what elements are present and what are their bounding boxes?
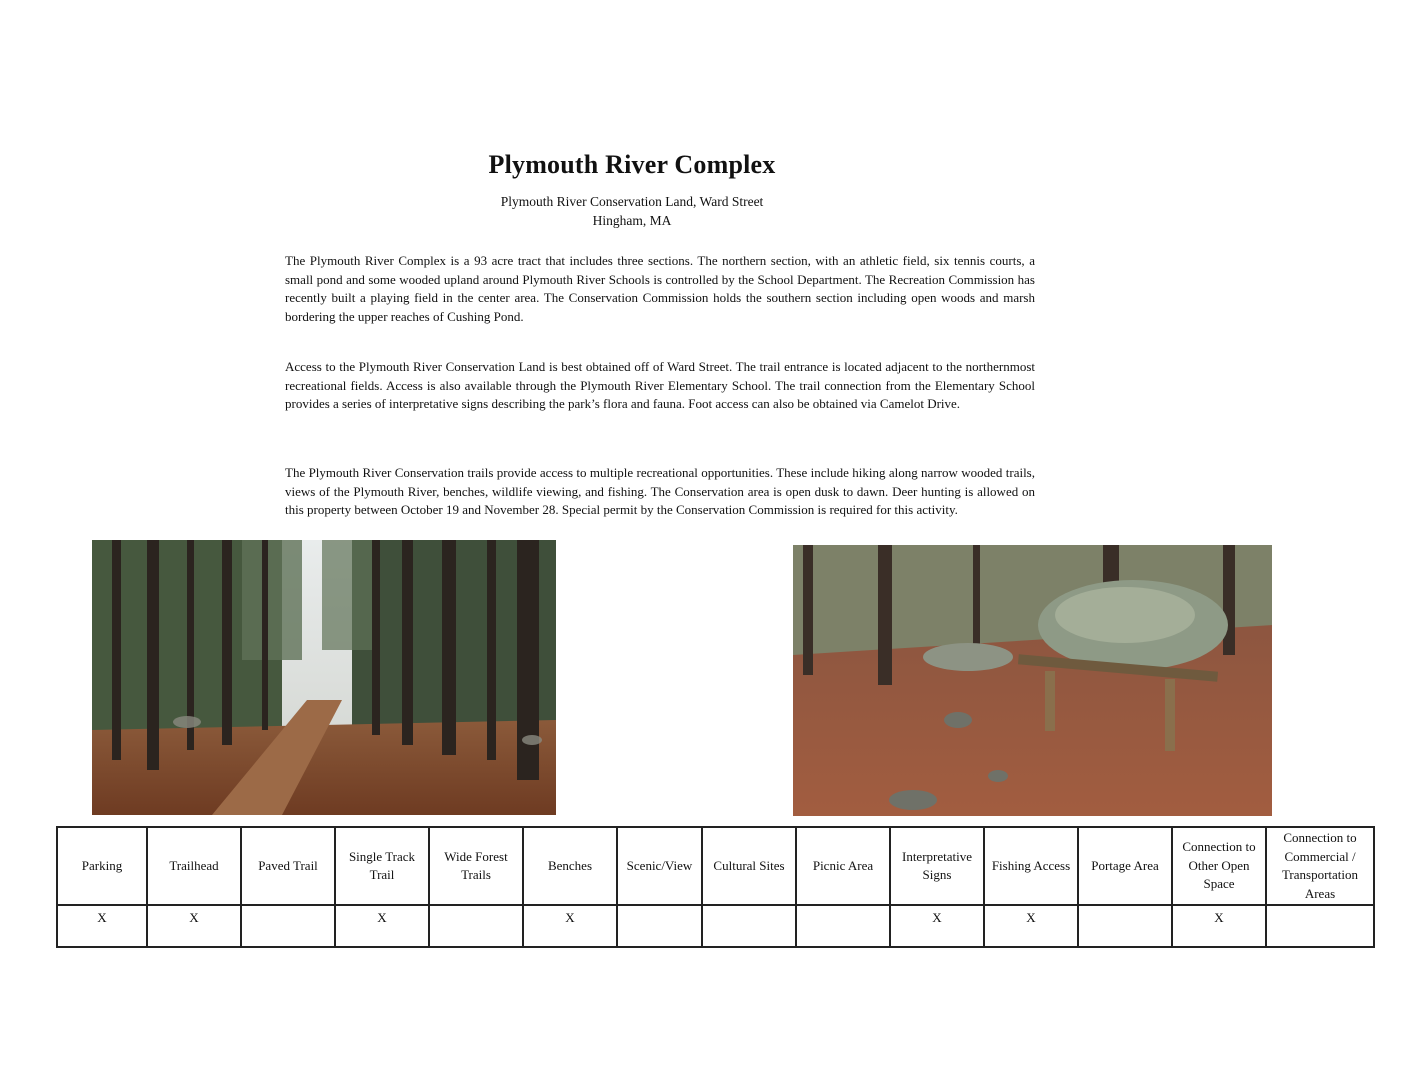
amenity-value: X: [523, 905, 617, 947]
amenity-header: Paved Trail: [241, 827, 335, 905]
bench-boulder-photo: [793, 545, 1272, 816]
wooded-trail-photo: [92, 540, 556, 815]
amenity-value: X: [890, 905, 984, 947]
address-line: Plymouth River Conservation Land, Ward Street: [500, 194, 764, 209]
amenity-header: Fishing Access: [984, 827, 1078, 905]
amenity-header: Trailhead: [147, 827, 241, 905]
amenity-value: X: [1172, 905, 1266, 947]
amenity-header: Parking: [57, 827, 147, 905]
amenity-header: Connection to Other Open Space: [1172, 827, 1266, 905]
amenity-header: Cultural Sites: [702, 827, 796, 905]
amenities-header-row: [57, 827, 1374, 905]
amenity-value: [1266, 905, 1374, 947]
amenity-value: [1078, 905, 1172, 947]
amenity-value: [702, 905, 796, 947]
amenity-header: Connection to Commercial / Transportation Areas: [1266, 827, 1374, 905]
amenities-table: [56, 826, 1375, 948]
amenity-header: Picnic Area: [796, 827, 890, 905]
amenities-value-row: [57, 905, 1374, 947]
amenity-header: Wide Forest Trails: [429, 827, 523, 905]
city-line: Hingham, MA: [592, 213, 672, 228]
amenity-value: [617, 905, 702, 947]
access-paragraph: Access to the Plymouth River Conservation Land is best obtained off of Ward Street. The trail entrance is located adjacent to the northernmost recreational fields. Access is also available through the Plymouth River Elementary School. The trail connection from the Elementary School provides a series of interpretative signs describing the park’s flora and fauna. Foot access can also be obtained via Camelot Drive.: [285, 359, 1035, 411]
amenity-value: X: [57, 905, 147, 947]
amenity-value: X: [147, 905, 241, 947]
amenity-header: Benches: [523, 827, 617, 905]
description-paragraph: The Plymouth River Complex is a 93 acre tract that includes three sections. The northern section, with an athletic field, six tennis courts, a small pond and some wooded upland around Plymouth River Schools is controlled by the School Department. The Recreation Commission has recently built a playing field in the center area. The Conservation Commission holds the southern section including open woods and marsh bordering the upper reaches of Cushing Pond.: [285, 253, 1035, 324]
amenity-value: X: [335, 905, 429, 947]
location-subtitle: [282, 192, 982, 230]
amenity-value: [241, 905, 335, 947]
amenity-header: Portage Area: [1078, 827, 1172, 905]
recreation-paragraph: The Plymouth River Conservation trails provide access to multiple recreational opportunities. These include hiking along narrow wooded trails, views of the Plymouth River, benches, wildlife viewing, and fishing. The Conservation area is open dusk to dawn. Deer hunting is allowed on this property between October 19 and November 28. Special permit by the Conservation Commission is required for this activity.: [285, 465, 1035, 517]
amenity-value: [796, 905, 890, 947]
amenity-value: X: [984, 905, 1078, 947]
amenity-value: [429, 905, 523, 947]
amenity-header: Scenic/View: [617, 827, 702, 905]
amenity-header: Interpretative Signs: [890, 827, 984, 905]
amenity-header: Single Track Trail: [335, 827, 429, 905]
page-title: Plymouth River Complex: [488, 150, 776, 179]
